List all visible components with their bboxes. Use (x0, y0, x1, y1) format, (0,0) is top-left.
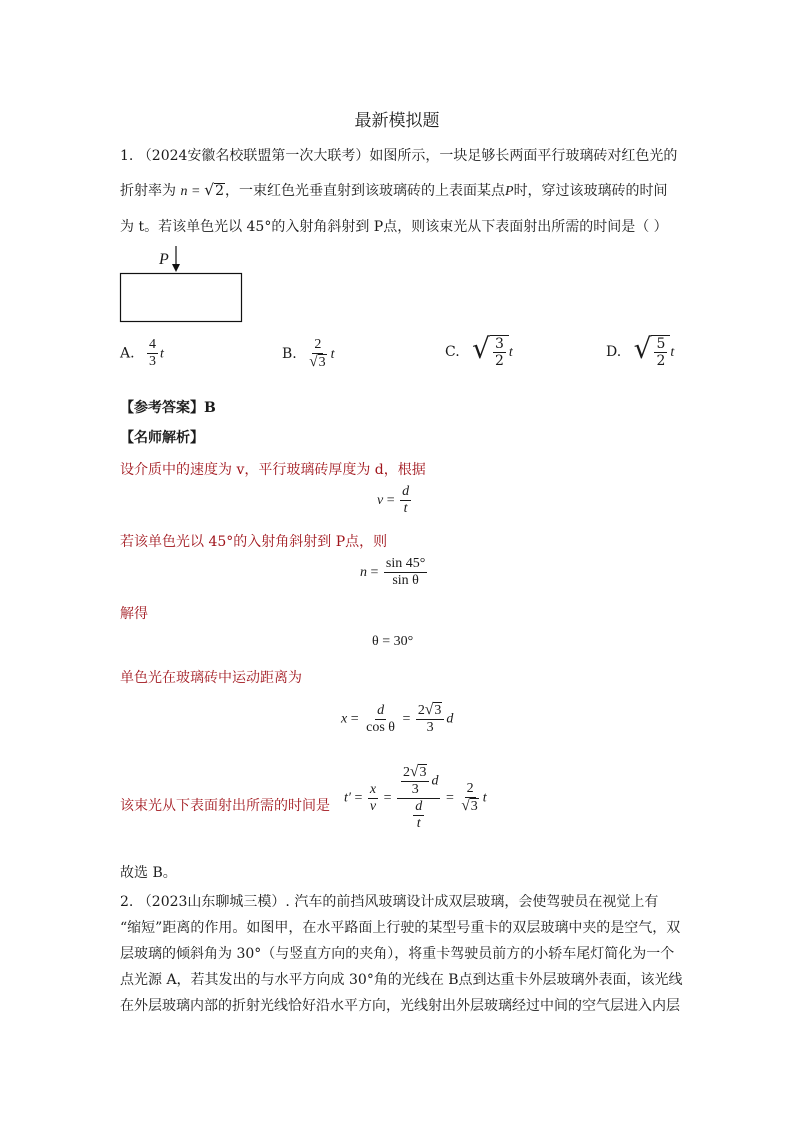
eq4-num2: 2 (417, 703, 425, 718)
eq1-num: d (400, 484, 411, 501)
q2-line-2: “缩短”距离的作用。如图甲，在水平路面上行驶的某型号重卡的双层玻璃中夹的是空气，双 (120, 920, 681, 936)
eq4-num: d (375, 703, 386, 720)
page-title: 最新模拟题 (354, 111, 440, 131)
eq5-inner-rad: 3 (419, 765, 427, 780)
n-equals: = (191, 184, 200, 199)
equation-velocity: v = $\frac{d}{t}$ (377, 484, 410, 517)
eq5-inner-den: 3 (411, 782, 419, 798)
eq5-inner-fraction: 2 √ 3 3 (401, 764, 429, 798)
eq5-low-den: t (416, 816, 421, 832)
option-d-num: 5 (656, 336, 666, 352)
option-a-fraction (147, 337, 158, 370)
solution-step-1: 设介质中的速度为 v，平行玻璃砖厚度为 d，根据 (120, 462, 426, 478)
option-a-var: t (160, 346, 164, 362)
eq4-lhs: x (341, 711, 348, 727)
eq4-tail: d (446, 711, 454, 727)
option-b-num: 2 (312, 337, 323, 354)
q2-line-4: 点光源 A，若其发出的与水平方向成 30°角的光线在 B点到达重卡外层玻璃外表面，该光线 (120, 972, 683, 988)
eq5-result-fraction: $\frac{2}{√3}$ (461, 781, 478, 815)
eq5-inner-num: 2 (402, 765, 410, 780)
eq5-res-rad: 3 (470, 799, 478, 815)
eq5-res-num: 2 (465, 781, 476, 798)
q1-line-3: 为 t。若该单色光以 45°的入射角斜射到 P点，则该束光从下表面射出所需的时间是（ ） (120, 219, 668, 235)
option-c-sqrt: √ $\frac{3}{2}$ (472, 335, 509, 369)
option-d-label: D. (606, 344, 622, 361)
q2-line-5: 在外层玻璃内部的折射光线恰好沿水平方向，光线射出外层玻璃经过中间的空气层进入内层 (120, 998, 680, 1014)
option-c[interactable] (445, 332, 513, 370)
option-c-num: 3 (494, 336, 504, 352)
answer-label: 【参考答案】B (120, 400, 216, 416)
option-b[interactable] (282, 337, 335, 371)
option-a[interactable] (120, 337, 164, 370)
eq1-fraction (400, 484, 411, 517)
solution-step-5: 该束光从下表面射出所需的时间是 (120, 798, 330, 814)
eq2-den: sin θ (392, 573, 419, 589)
eq5-den: v (369, 798, 377, 814)
equation-theta: θ = 30° (372, 634, 414, 649)
solution-step-2: 若该单色光以 45°的入射角斜射到 P点，则 (120, 534, 388, 550)
option-d-var: t (670, 345, 675, 361)
arrowhead-icon (172, 264, 180, 272)
q2-line-1: 2. （2023山东聊城三模）. 汽车的前挡风玻璃设计成双层玻璃，会使驾驶员在视觉上有 (120, 894, 659, 910)
solution-step-3: 解得 (120, 606, 148, 622)
equation-time: t′ = $\frac{x}{v}$ = 2 √ 3 3 d $\frac{d}{t}$ = $\frac{2}{√3}$ t (344, 763, 487, 832)
eq2-num: sin 45° (384, 556, 427, 573)
sqrt-2-value: 2 (215, 183, 224, 199)
option-d-fraction (654, 336, 667, 369)
option-d-sqrt: √ $\frac{5}{2}$ (634, 335, 671, 369)
option-c-label: C. (445, 344, 460, 361)
option-c-fraction (493, 336, 506, 369)
eq2-fraction (384, 556, 427, 589)
option-a-den: 3 (149, 354, 157, 370)
eq4-den2: 3 (426, 720, 434, 736)
q1-line2-prefix: 折射率为 (120, 183, 176, 199)
eq4-fraction-1 (364, 703, 397, 736)
option-b-den: 3 (318, 355, 326, 371)
eq5-low-fraction (413, 799, 424, 832)
eq4-fraction-2: 2 √ 3 3 (416, 702, 444, 736)
eq5-compound-fraction (397, 764, 440, 832)
option-b-var: t (330, 347, 335, 363)
eq1-lhs: v (377, 492, 384, 508)
eq5-fraction-xv (368, 782, 378, 815)
eq4-den: cos θ (366, 719, 395, 735)
glass-brick-figure (118, 244, 246, 326)
q1-line2-post: ，一束红色光垂直射到该玻璃砖的上表面某点 (225, 183, 505, 199)
eq4-rad: 3 (434, 703, 442, 718)
q2-line-3: 层玻璃的倾斜角为 30°（与竖直方向的夹角），将重卡驾驶员前方的小轿车尾灯简化为一个 (120, 946, 675, 962)
solution-step-4: 单色光在玻璃砖中运动距离为 (120, 670, 302, 686)
eq5-res-tail: t (482, 790, 487, 806)
eq5-low-num: d (413, 799, 424, 816)
option-c-den: 2 (494, 353, 504, 370)
option-c-var: t (508, 345, 513, 361)
option-b-label: B. (282, 346, 297, 363)
equation-distance: x = $\frac{d}{\text{cos θ}}$ = 2 √ 3 3 d (341, 701, 454, 736)
q1-line-1: 1. （2024安徽名校联盟第一次大联考）如图所示，一块足够长两面平行玻璃砖对红色光的 (120, 148, 678, 164)
equation-refraction: n = $\frac{\sin 45^\circ}{\text{sin θ}}$ (360, 556, 426, 589)
option-b-fraction (307, 337, 328, 371)
q1-line2-tail: 时，穿过该玻璃砖的时间 (513, 183, 668, 199)
option-a-label: A. (120, 345, 135, 362)
option-d-den: 2 (656, 353, 666, 370)
analysis-label: 【名师解析】 (120, 430, 204, 446)
option-d[interactable] (606, 332, 675, 370)
conclusion: 故选 B。 (120, 865, 177, 881)
eq1-den: t (403, 501, 408, 517)
eq2-lhs: n (360, 564, 367, 580)
option-a-num: 4 (147, 337, 158, 354)
n-symbol: n (180, 184, 188, 199)
glass-brick-rect (121, 274, 242, 322)
eq5-num: x (368, 782, 378, 799)
sqrt-2: √ 2 (204, 181, 224, 199)
eq5-lhs: t′ (344, 790, 351, 806)
p-symbol: P (505, 184, 514, 199)
q1-line-2 (120, 180, 668, 200)
option-b-sqrt: √3 (309, 353, 326, 371)
figure-label-p: P (159, 251, 169, 268)
eq5-inner-tail: d (431, 773, 439, 789)
